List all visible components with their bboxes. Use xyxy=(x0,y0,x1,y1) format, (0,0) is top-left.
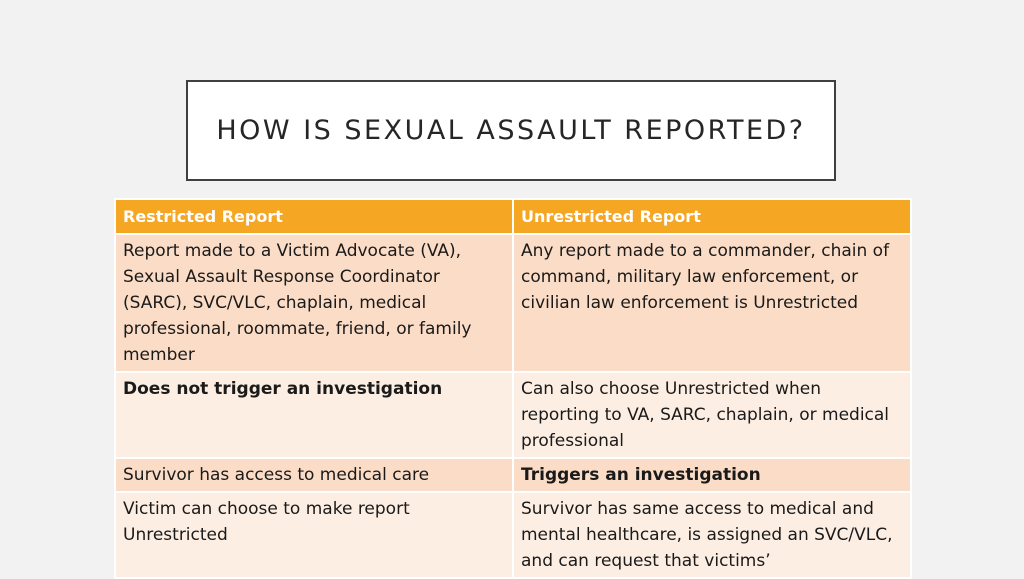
unrestricted-cell-highlight: Triggers an investigation xyxy=(513,458,911,492)
table-row xyxy=(115,458,911,492)
header-restricted-report: Restricted Report xyxy=(115,199,513,234)
restricted-cell: Survivor has access to medical care xyxy=(115,458,513,492)
restricted-cell: Report made to a Victim Advocate (VA), Sexual Assault Response Coordinator (SARC), SVC/VLC, chaplain, medical professional, roommate, friend, or family member xyxy=(115,234,513,372)
restricted-cell-highlight: Does not trigger an investigation xyxy=(115,372,513,458)
table-row xyxy=(115,372,911,458)
table-header-row xyxy=(115,199,911,234)
table-row xyxy=(115,234,911,372)
report-comparison-table xyxy=(114,198,912,579)
table-row xyxy=(115,492,911,578)
restricted-cell: Victim can choose to make report Unrestricted xyxy=(115,492,513,578)
unrestricted-cell: Can also choose Unrestricted when reporting to VA, SARC, chaplain, or medical professional xyxy=(513,372,911,458)
unrestricted-cell: Survivor has same access to medical and mental healthcare, is assigned an SVC/VLC, and can request that victims’ xyxy=(513,492,911,578)
slide-title: HOW IS SEXUAL ASSAULT REPORTED? xyxy=(216,115,806,146)
unrestricted-cell: Any report made to a commander, chain of command, military law enforcement, or civilian law enforcement is Unrestricted xyxy=(513,234,911,372)
header-unrestricted-report: Unrestricted Report xyxy=(513,199,911,234)
slide-title-box xyxy=(186,80,836,181)
